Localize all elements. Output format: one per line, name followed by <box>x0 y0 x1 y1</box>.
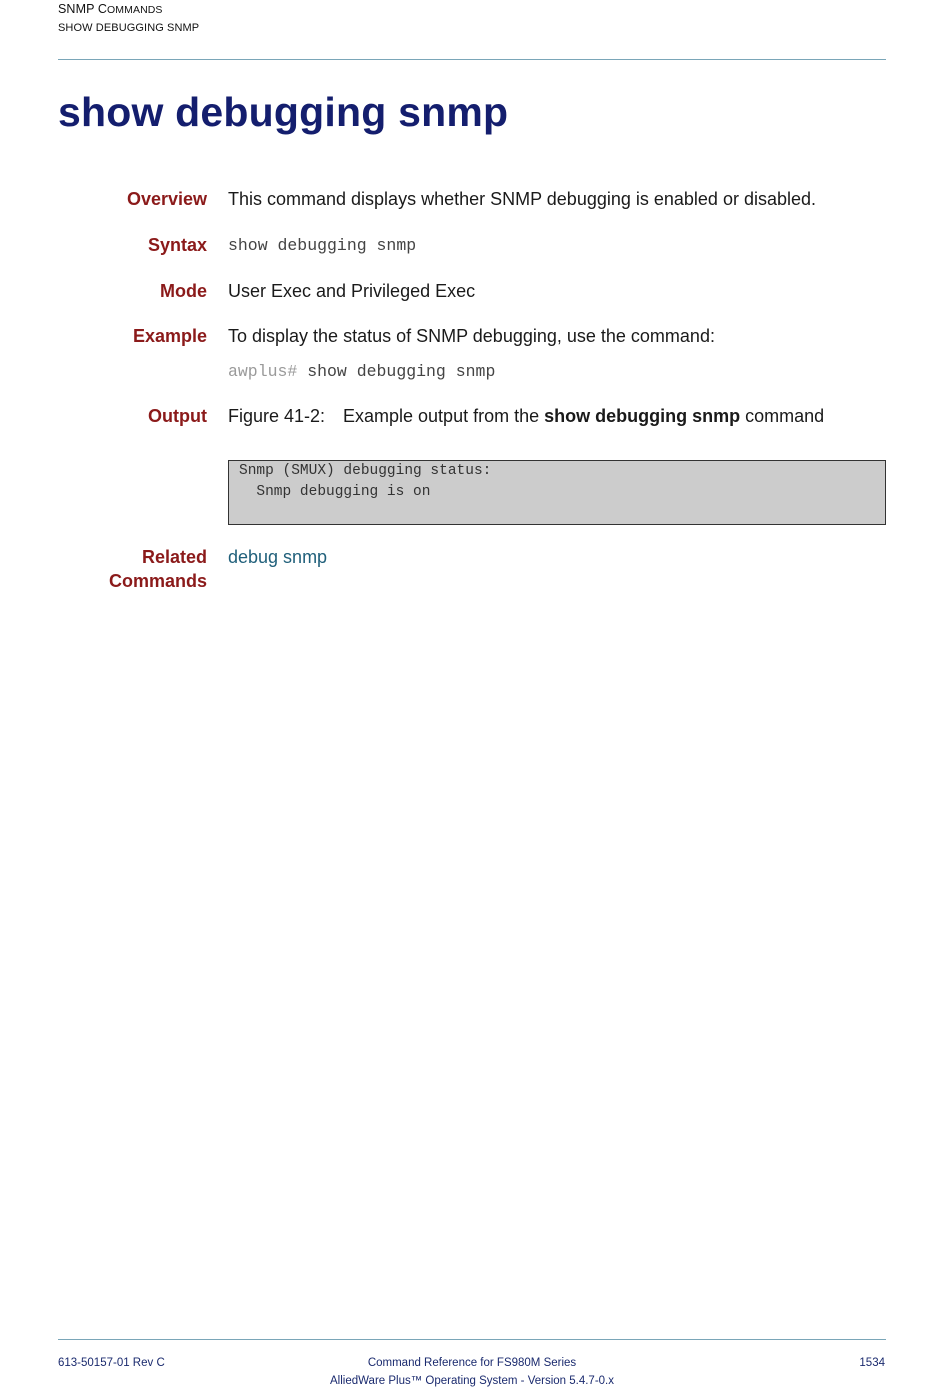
overview-label: Overview <box>126 189 207 209</box>
related-label-line2: Commands <box>108 571 207 591</box>
output-box <box>228 460 886 525</box>
footer-product: Command Reference for FS980M Series <box>367 1357 577 1369</box>
footer-rule <box>58 1339 886 1340</box>
output-line: Snmp (SMUX) debugging status: <box>239 463 492 479</box>
command-prompt: awplus# <box>228 362 298 381</box>
page-number: 1534 <box>859 1357 885 1369</box>
header-section: SNMP COMMANDS <box>58 2 163 16</box>
footer-version: AlliedWare Plus™ Operating System - Version 5.4.7-0.x <box>330 1375 614 1387</box>
footer-center <box>0 1354 944 1390</box>
mode-text: User Exec and Privileged Exec <box>228 281 476 301</box>
running-header <box>58 0 199 37</box>
related-command-link[interactable]: debug snmp <box>228 547 328 567</box>
header-subsection: SHOW DEBUGGING SNMP <box>58 22 200 34</box>
header-rule <box>58 59 886 60</box>
page-title: show debugging snmp <box>58 89 509 135</box>
figure-number: Figure 41-2: <box>228 406 326 426</box>
related-label-line1: Related <box>141 547 207 567</box>
overview-text: This command displays whether SNMP debugging is enabled or disabled. <box>228 189 816 209</box>
syntax-command: show debugging snmp <box>228 236 417 255</box>
example-label: Example <box>132 326 207 346</box>
figure-caption: Figure 41-2: Example output from the show debugging snmp command <box>228 406 825 426</box>
syntax-label: Syntax <box>147 235 207 255</box>
example-command <box>228 360 495 384</box>
output-line: Snmp debugging is on <box>239 484 431 500</box>
footer-doc-number: 613-50157-01 Rev C <box>58 1357 165 1369</box>
example-text: To display the status of SNMP debugging, use the command: <box>228 326 715 346</box>
output-label: Output <box>148 406 207 426</box>
command-text: show debugging snmp <box>297 362 496 381</box>
mode-label: Mode <box>160 281 207 301</box>
